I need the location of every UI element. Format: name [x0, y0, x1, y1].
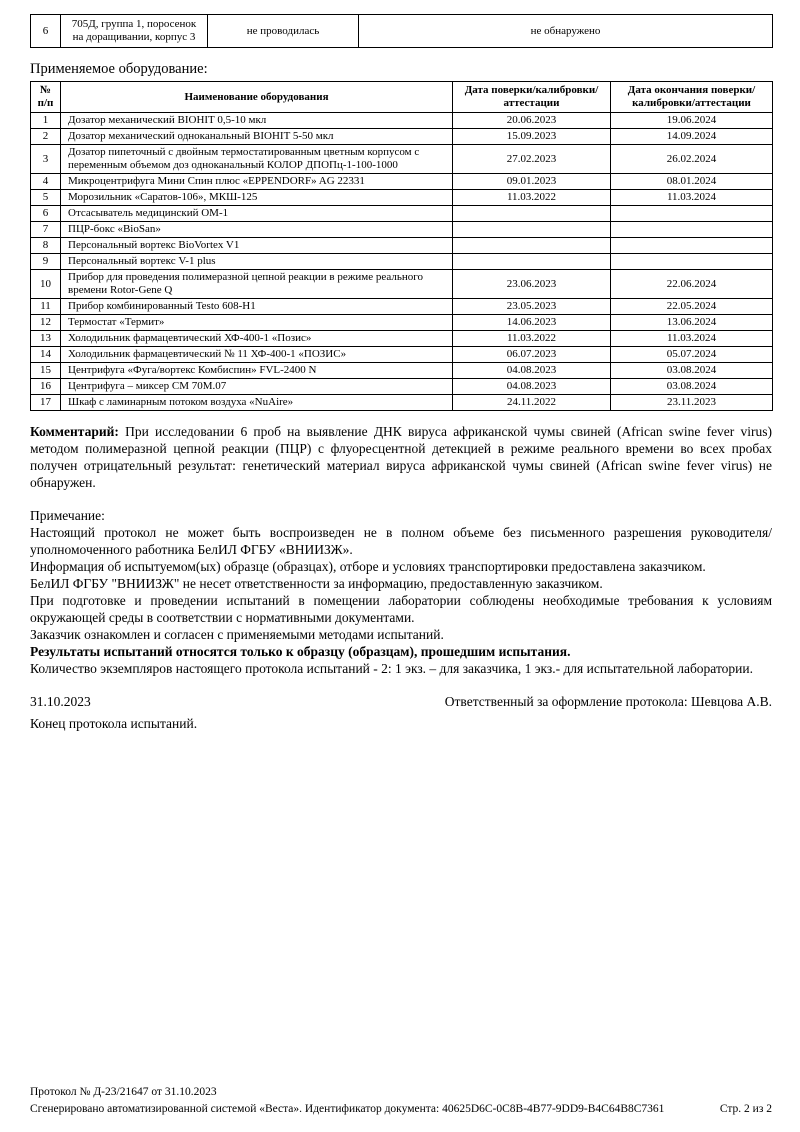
- comment-paragraph: [30, 423, 772, 491]
- cell-calibration-date: 27.02.2023: [453, 145, 611, 174]
- cell-equipment-name: Прибор для проведения полимеразной цепной реакции в режиме реального времени Rotor-Gene Q: [61, 270, 453, 299]
- cell-number: 3: [31, 145, 61, 174]
- cell-equipment-name: Морозильник «Саратов-106», МКШ-125: [61, 190, 453, 206]
- cell-calibration-date: [453, 254, 611, 270]
- cell-equipment-name: ПЦР-бокс «BioSan»: [61, 222, 453, 238]
- cell-equipment-name: Отсасыватель медицинский ОМ-1: [61, 206, 453, 222]
- cell-calibration-date: [453, 206, 611, 222]
- cell-calibration-end-date: 26.02.2024: [611, 145, 773, 174]
- cell-calibration-end-date: [611, 238, 773, 254]
- end-of-protocol-line: Конец протокола испытаний.: [30, 716, 198, 731]
- cell-equipment-name: Дозатор пипеточный с двойным термостатированным цветным корпусом с переменным объемом доз одноканальный КОЛОР ДПОПц-1-100-1000: [61, 145, 453, 174]
- equipment-row: [31, 222, 773, 238]
- cell-calibration-date: 04.08.2023: [453, 379, 611, 395]
- equipment-table: [30, 81, 773, 411]
- cell-equipment-name: Термостат «Термит»: [61, 315, 453, 331]
- header-date-end: Дата окончания поверки/калибровки/аттестации: [611, 82, 773, 113]
- note-line: Результаты испытаний относятся только к образцу (образцам), прошедшим испытания.: [30, 644, 571, 659]
- cell-calibration-end-date: 11.03.2024: [611, 190, 773, 206]
- cell-number: 7: [31, 222, 61, 238]
- note-lines: [30, 524, 772, 677]
- equipment-row: [31, 145, 773, 174]
- cell-calibration-end-date: [611, 206, 773, 222]
- cell-equipment-name: Шкаф с ламинарным потоком воздуха «NuAire»: [61, 395, 453, 411]
- cell-calibration-end-date: 22.06.2024: [611, 270, 773, 299]
- cell-calibration-end-date: 13.06.2024: [611, 315, 773, 331]
- cell-calibration-end-date: [611, 222, 773, 238]
- protocol-date: 31.10.2023: [30, 694, 91, 709]
- cell-calibration-date: 23.06.2023: [453, 270, 611, 299]
- cell-number: 17: [31, 395, 61, 411]
- cell-number: 14: [31, 347, 61, 363]
- cell-number: 1: [31, 113, 61, 129]
- cell-equipment-name: Дозатор механический одноканальный BIOHIT 5-50 мкл: [61, 129, 453, 145]
- note-line: Количество экземпляров настоящего протокола испытаний - 2: 1 экз. – для заказчика, 1 экз.- для испытательной лаборатории.: [30, 661, 753, 676]
- equipment-row: [31, 331, 773, 347]
- cell-number: 5: [31, 190, 61, 206]
- cell-calibration-date: 24.11.2022: [453, 395, 611, 411]
- sample-description-cell: 705Д, группа 1, поросенок на доращивании, корпус 3: [61, 15, 208, 48]
- note-line: Настоящий протокол не может быть воспроизведен не в полном объеме без письменного разрешения руководителя/уполномоченного работника БелИЛ ФГБУ «ВНИИЗЖ».: [30, 525, 772, 557]
- cell-equipment-name: Центрифуга «Фуга/вортекс Комбиспин» FVL-2400 N: [61, 363, 453, 379]
- cell-calibration-end-date: [611, 254, 773, 270]
- equipment-table-body: [31, 113, 773, 411]
- cell-calibration-date: 06.07.2023: [453, 347, 611, 363]
- note-heading: Примечание:: [30, 508, 105, 523]
- sample-results-table: [30, 14, 773, 48]
- note-section: [30, 507, 772, 677]
- signature-row: [30, 693, 772, 710]
- note-line: Заказчик ознакомлен и согласен с применяемыми методами испытаний.: [30, 627, 444, 642]
- equipment-row: [31, 395, 773, 411]
- footer-page-number: Стр. 2 из 2: [719, 1103, 772, 1115]
- cell-calibration-date: [453, 238, 611, 254]
- cell-number: 11: [31, 299, 61, 315]
- cell-calibration-end-date: 03.08.2024: [611, 363, 773, 379]
- cell-equipment-name: Холодильник фармацевтический № 11 ХФ-400-1 «ПОЗИС»: [61, 347, 453, 363]
- cell-calibration-date: [453, 222, 611, 238]
- cell-number: 2: [31, 129, 61, 145]
- cell-calibration-date: 04.08.2023: [453, 363, 611, 379]
- cell-number: 12: [31, 315, 61, 331]
- sample-result-cell: не обнаружено: [359, 15, 773, 48]
- equipment-row: [31, 238, 773, 254]
- equipment-row: [31, 315, 773, 331]
- equipment-row: [31, 254, 773, 270]
- cell-equipment-name: Персональный вортекс V-1 plus: [61, 254, 453, 270]
- footer-generated-text: Сгенерировано автоматизированной системой «Веста». Идентификатор документа: 40625D6C-0C8B-4B77-9DD9-B4C64B8C7361: [30, 1103, 665, 1115]
- equipment-header-row: [31, 82, 773, 113]
- cell-number: 10: [31, 270, 61, 299]
- cell-calibration-end-date: 14.09.2024: [611, 129, 773, 145]
- equipment-row: [31, 206, 773, 222]
- footer-generated-line: [30, 1101, 772, 1118]
- cell-calibration-date: 11.03.2022: [453, 331, 611, 347]
- note-line: Информация об испытуемом(ых) образце (образцах), отборе и условиях транспортировки предоставлена заказчиком.: [30, 559, 706, 574]
- equipment-row: [31, 129, 773, 145]
- cell-calibration-end-date: 08.01.2024: [611, 174, 773, 190]
- cell-calibration-date: 20.06.2023: [453, 113, 611, 129]
- cell-calibration-date: 09.01.2023: [453, 174, 611, 190]
- cell-equipment-name: Прибор комбинированный Testo 608-H1: [61, 299, 453, 315]
- cell-number: 15: [31, 363, 61, 379]
- cell-equipment-name: Персональный вортекс BioVortex V1: [61, 238, 453, 254]
- cell-calibration-date: 11.03.2022: [453, 190, 611, 206]
- comment-text: При исследовании 6 проб на выявление ДНК вируса африканской чумы свиней (African swine fever virus) методом полимеразной цепной реакции (ПЦР) с флуоресцентной детекцией в режиме реального времени во всех пробах получен отрицательный результат: генетический материал вируса африканской чумы свиней (African swine fever virus) не обнаружен.: [30, 424, 772, 490]
- page-footer: [30, 1084, 772, 1118]
- cell-calibration-date: 15.09.2023: [453, 129, 611, 145]
- table-row: [31, 15, 773, 48]
- equipment-row: [31, 270, 773, 299]
- cell-number: 8: [31, 238, 61, 254]
- equipment-heading: Применяемое оборудование:: [30, 61, 208, 77]
- comment-label: Комментарий:: [30, 424, 119, 439]
- cell-number: 16: [31, 379, 61, 395]
- cell-equipment-name: Дозатор механический BIOHIT 0,5-10 мкл: [61, 113, 453, 129]
- cell-equipment-name: Центрифуга – миксер СМ 70М.07: [61, 379, 453, 395]
- cell-number: 13: [31, 331, 61, 347]
- equipment-row: [31, 113, 773, 129]
- cell-calibration-end-date: 22.05.2024: [611, 299, 773, 315]
- equipment-row: [31, 174, 773, 190]
- cell-number: 6: [31, 206, 61, 222]
- cell-calibration-date: 14.06.2023: [453, 315, 611, 331]
- sample-test-cell: не проводилась: [208, 15, 359, 48]
- cell-number: 4: [31, 174, 61, 190]
- cell-calibration-end-date: 05.07.2024: [611, 347, 773, 363]
- cell-equipment-name: Холодильник фармацевтический ХФ-400-1 «Позис»: [61, 331, 453, 347]
- note-line: БелИЛ ФГБУ "ВНИИЗЖ" не несет ответственности за информацию, предоставленную заказчиком.: [30, 576, 603, 591]
- responsible-person: Ответственный за оформление протокола: Шевцова А.В.: [444, 694, 772, 709]
- header-date: Дата поверки/калибровки/аттестации: [453, 82, 611, 113]
- note-line: При подготовке и проведении испытаний в помещении лаборатории соблюдены необходимые требования к условиям окружающей среды в соответствии с нормативными документами.: [30, 593, 772, 625]
- equipment-row: [31, 347, 773, 363]
- header-num: № п/п: [31, 82, 61, 113]
- cell-number: 9: [31, 254, 61, 270]
- cell-calibration-end-date: 03.08.2024: [611, 379, 773, 395]
- cell-calibration-date: 23.05.2023: [453, 299, 611, 315]
- sample-number-cell: 6: [31, 15, 61, 48]
- footer-protocol-number: Протокол № Д-23/21647 от 31.10.2023: [30, 1086, 217, 1098]
- equipment-row: [31, 379, 773, 395]
- cell-equipment-name: Микроцентрифуга Мини Спин плюс «EPPENDORF» AG 22331: [61, 174, 453, 190]
- equipment-row: [31, 190, 773, 206]
- header-name: Наименование оборудования: [61, 82, 453, 113]
- cell-calibration-end-date: 19.06.2024: [611, 113, 773, 129]
- cell-calibration-end-date: 23.11.2023: [611, 395, 773, 411]
- cell-calibration-end-date: 11.03.2024: [611, 331, 773, 347]
- equipment-row: [31, 363, 773, 379]
- equipment-row: [31, 299, 773, 315]
